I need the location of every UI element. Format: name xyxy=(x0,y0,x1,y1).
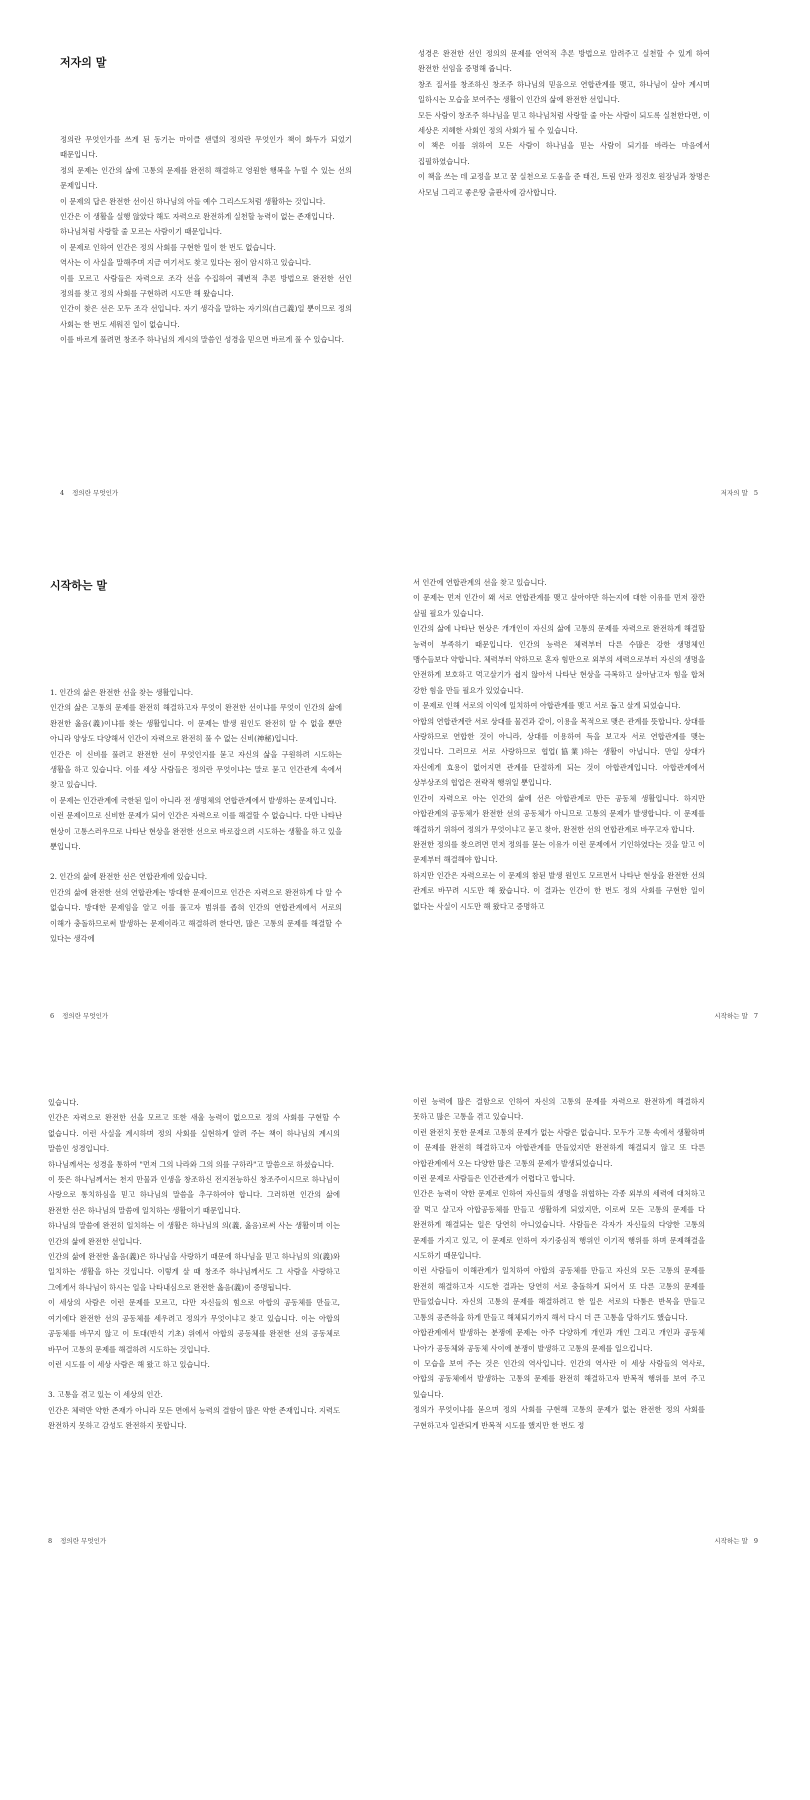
paragraph: 이를 모르고 사람들은 자력으로 조각 선을 수집하여 궤변적 추론 방법으로 완전한 선인 정의를 찾고 정의 사회를 구현하려 시도만 해 왔습니다. xyxy=(60,273,352,299)
paragraph: 정의가 무엇이냐를 묻으며 정의 사회를 구현해 고통의 문제가 없는 완전한 정의 사회를 구현하고자 일관되게 반복적 시도를 했지만 한 번도 정 xyxy=(413,1405,705,1430)
paragraph: 정의 문제는 인간의 삶에 고통의 문제를 완전히 해결하고 영원한 행복을 누릴 수 있는 선의 문제입니다. xyxy=(60,165,352,191)
running-title: 정의란 무엇인가 xyxy=(72,489,119,497)
page-footer xyxy=(714,1011,758,1020)
paragraph: 하나님처럼 사랑할 줄 모르는 사람이기 때문입니다. xyxy=(60,227,222,237)
paragraph: 이 뜻은 하나님께서는 천지 만물과 인생을 창조하신 전지전능하신 창조주이시므로 하나님이 사랑으로 통치하심을 믿고 하나님의 말씀을 추구하여야 합니다. 그러하면 인간의 삶에 완전한 선은 하나님의 말씀에 일치하는 생활이기 때문입니다. xyxy=(48,1175,340,1215)
paragraph: 창조 질서를 창조하신 창조주 하나님의 믿음으로 연합관계를 맺고, 하나님이 살아 계시며 일하시는 모습을 보여주는 생활이 인간의 삶에 완전한 선입니다. xyxy=(418,79,710,105)
running-title: 저자의 말 xyxy=(720,489,748,497)
paragraph: 완전한 정의를 찾으려면 먼저 정의를 묻는 이유가 이런 문제에서 기인하였다는 것을 알고 이 문제부터 해결해야 합니다. xyxy=(413,839,705,865)
paragraph: 모든 사람이 창조주 하나님을 믿고 하나님처럼 사랑할 줄 아는 사람이 되도록 실천한다면, 이 세상은 지혜한 사회인 정의 사회가 될 수 있습니다. xyxy=(418,110,710,136)
page-number: 4 xyxy=(60,489,65,497)
paragraph: 인간은 체력만 약한 존재가 아니라 모든 면에서 능력의 결함이 많은 약한 존재입니다. 지력도 완전하지 못하고 감성도 완전하지 못합니다. xyxy=(48,1405,340,1431)
paragraph: 성경은 완전한 선인 정의의 문제를 연역적 추론 방법으로 알려주고 실천할 수 있게 하여 완전한 선임을 증명해 줍니다. xyxy=(418,49,710,74)
paragraph: 인간은 능력이 약한 문제로 인하여 자신들의 생명을 위협하는 각종 외부의 세력에 대처하고 잘 먹고 살고자 아합공동체를 만들고 생활하게 되었지만, 이로써 모든 고통의 문제를 다 완전하게 해결되는 일은 당연히 아니었습니다. 사람들은 각자가 자신들의 다양한 고통의 문제를 가지고 있고, 이 문제로 인하여 자기중심적 행위인 이기적 행위를 하며 문제해결을 시도하기 때문입니다. xyxy=(413,1189,705,1261)
paragraph: 이 문제는 먼저 인간이 왜 서로 연합관계를 맺고 살아야만 하는지에 대한 이유를 먼저 잠깐 살필 필요가 있습니다. xyxy=(413,593,705,618)
running-title: 정의란 무엇인가 xyxy=(60,1537,107,1545)
paragraph: 하지만 인간은 자력으로는 이 문제의 참된 발생 원인도 모르면서 나타난 현상을 완전한 선의 관계로 바꾸려 시도만 해 왔습니다. 이 결과는 인간이 한 번도 정의 사회를 구현한 일이 없다는 사실이 시도만 해 왔다고 증명하고 xyxy=(413,870,705,911)
paragraph: 이런 시도를 이 세상 사람은 해 왔고 하고 있습니다. xyxy=(48,1359,210,1369)
paragraph: 아합의 연합관계란 서로 상대를 물건과 같이, 이용을 목적으로 맺은 관계를 뜻합니다. 상대를 사랑하므로 연합한 것이 아니라, 상대를 이용하여 득을 보고자 서로 연합관계를 맺는 것입니다. 그러므로 서로 사랑하므로 협업(協業)하는 생활이 아닙니다. 만일 상대가 자신에게 효용이 없어지면 관계를 단절하게 되는 것이 아합관계입니다. 아합관계에서 상부상조의 협업은 전략적 행위일 뿐입니다. xyxy=(413,716,705,788)
paragraph: 이를 바르게 풀려면 창조주 하나님의 계시의 말씀인 성경을 믿으면 바르게 풀 수 있습니다. xyxy=(60,335,344,345)
paragraph: 인간이 찾은 선은 모두 조각 선입니다. 자기 생각을 말하는 자기의(自己義)일 뿐이므로 정의 사회는 한 번도 세워진 일이 없습니다. xyxy=(60,304,352,329)
paragraph: 이런 문제이므로 신비한 문제가 되어 인간은 자력으로 이를 해결할 수 없습니다. 다만 나타난 현상이 고통스러우므로 나타난 현상을 완전한 선으로 바로잡으려 시도하는 생활을 하고 있을 뿐입니다. xyxy=(50,811,342,852)
paragraph: 있습니다. xyxy=(48,1098,79,1107)
page-number: 8 xyxy=(48,1537,53,1545)
page-footer xyxy=(60,488,118,497)
paragraph: 이 문제로 인하여 인간은 정의 사회를 구현한 일이 한 번도 없습니다. xyxy=(60,242,276,252)
paragraph: 인간은 이 생활을 실행 않았다 해도 자력으로 완전하게 실천할 능력이 없는 존재입니다. xyxy=(60,212,335,222)
paragraph: 이 모습을 보여 주는 것은 인간의 역사입니다. 인간의 역사란 이 세상 사람들의 역사로, 아합의 공동체에서 발생하는 고통의 문제를 완전히 해결하고자 반복적 행위를 보여 주고 있습니다. xyxy=(413,1358,705,1399)
page-number: 7 xyxy=(753,1012,758,1020)
page-heading: 저자의 말 xyxy=(60,56,107,69)
body-text xyxy=(413,1094,705,1433)
paragraph: 이런 사람들이 이해관계가 일치하여 아합의 공동체를 만들고 자신의 모든 고통의 문제를 완전히 해결하고자 시도한 결과는 당연히 서로 충돌하게 되어서 또 다른 고통의 문제를 만들었습니다. 자신의 고통의 문제를 해결하려고 한 일은 서로의 다툼은 반목을 만들고 고통의 공존하을 하게 만들고 해체되기까지 해서 다시 더 큰 고통을 당하기도 했습니다. xyxy=(413,1266,705,1322)
paragraph: 인간은 자력으로 완전한 선을 모르고 또한 새울 능력이 없으므로 정의 사회를 구현할 수 없습니다. 이런 사실을 계시하며 정의 사회를 실현하게 알려 주는 책이 하나님의 계시의 말씀인 성경입니다. xyxy=(48,1113,340,1154)
running-title: 시작하는 말 xyxy=(714,1012,748,1020)
paragraph: 인간의 삶은 고통의 문제를 완전히 해결하고자 무엇이 완전한 선이냐를 무엇이 인간의 삶에 완전한 옳음(義)이냐를 찾는 생활입니다. 이 문제는 발생 원인도 완전히 알 수 없을 뿐만 아니라 양상도 다양해서 인간이 자력으로 완전히 풀 수 없는 신비(神秘)입니다. xyxy=(50,703,342,744)
section-heading: 2. 인간의 삶에 완전한 선은 연합관계에 있습니다. xyxy=(50,872,208,882)
paragraph: 이 세상의 사람은 이런 문제를 모르고, 다만 자신들의 힘으로 아합의 공동체를 만들고, 여기에다 완전한 선의 공동체를 세우려고 정의가 무엇이냐고 찾고 있습니다. 이는 아합의 공동체를 바꾸지 않고 이 토대(반석 기초) 위에서 아합의 공동체를 완전한 선의 공동체로 바꾸어 고통의 문제를 해결하려 시도하는 것입니다. xyxy=(48,1298,340,1354)
page-footer xyxy=(721,488,758,497)
body-text xyxy=(48,1095,340,1434)
body-text xyxy=(50,685,342,947)
paragraph: 이런 능력에 많은 결함으로 인하여 자신의 고통의 문제를 자력으로 완전하게 해결하지 못하고 많은 고통을 겪고 있습니다. xyxy=(413,1097,705,1122)
body-text xyxy=(60,132,352,348)
paragraph: 인간이 자력으로 아는 인간의 삶에 선은 아합관계로 만든 공동체 생활입니다. 하지만 아합관계의 공동체가 완전한 선의 공동체가 아니므로 고통의 문제가 발생합니다. 이 문제를 해결하기 위하여 정의가 무엇이냐고 묻고 찾아, 완전한 선의 연합관계로 바꾸고자 합니다. xyxy=(413,793,705,834)
page-footer xyxy=(50,1011,108,1020)
running-title: 정의란 무엇인가 xyxy=(62,1012,109,1020)
paragraph: 역사는 이 사실을 말해주며 지금 여기서도 찾고 있다는 점이 암시하고 있습니다. xyxy=(60,258,312,268)
paragraph: 인간의 삶에 완전한 옳음(義)은 하나님을 사랑하기 때문에 하나님을 믿고 하나님의 의(義)와 일치하는 생활을 하는 것입니다. 이렇게 살 때 창조주 하나님께서도 그 사람을 사랑하고 그에게서 하나님이 하시는 일을 나타내심으로 완전한 옳음(義)이 증명됩니다. xyxy=(48,1252,340,1292)
page-4 xyxy=(0,0,405,600)
paragraph: 인간의 삶에 나타난 현상은 개개인이 자신의 삶에 고통의 문제를 자력으로 완전하게 해결할 능력이 부족하기 때문입니다. 인간의 능력은 체력부터 다른 수많은 강한 생명체인 맹수들보다 약합니다. 체력부터 약하므로 혼자 힘만으로 외부의 세력으로부터 자신의 생명을 안전하게 보호하고 먹고살기가 쉽지 않아서 나타난 현상을 극복하고 살아남고자 힘을 합쳐 강한 힘을 만들 필요가 있었습니다. xyxy=(413,624,705,695)
paragraph: 이런 완전치 못한 문제로 고통의 문제가 없는 사람은 없습니다. 모두가 고통 속에서 생활하며 이 문제를 완전히 해결하고자 아합관계를 만들었지만 완전하게 해결되지 않고 또 다른 아합관계에서 오는 다양한 많은 고통의 문제가 발생되었습니다. xyxy=(413,1127,705,1168)
page-8 xyxy=(0,1098,405,1800)
paragraph: 이 문제로 인해 서로의 이익에 일치하여 아합관계를 맺고 서로 돕고 살게 되었습니다. xyxy=(413,701,681,711)
paragraph: 아합관계에서 발생하는 분쟁에 문제는 아주 다양하게 개인과 개인 그리고 개인과 공동체 나아가 공동체와 공동체 사이에 분쟁이 발생하고 고통의 문제를 일으킵니다. xyxy=(413,1328,705,1353)
paragraph: 이 문제는 인간관계에 국한된 일이 아니라 전 생명체의 연합관계에서 발생하는 문제입니다. xyxy=(50,795,337,805)
running-title: 시작하는 말 xyxy=(714,1537,748,1545)
page-number: 6 xyxy=(50,1012,55,1020)
body-text xyxy=(418,46,710,200)
section-heading: 3. 고통을 겪고 있는 이 세상의 인간. xyxy=(48,1390,163,1400)
spread-1 xyxy=(0,0,810,600)
paragraph: 하나님께서는 성경을 통하여 "먼저 그의 나라와 그의 의를 구하라"고 말씀으로 하셨습니다. xyxy=(48,1159,334,1169)
paragraph: 하나님의 말씀에 완전히 일치하는 이 생활은 하나님의 의(義, 옳음)로써 사는 생활이며 이는 인간의 삶에 완전한 선입니다. xyxy=(48,1221,340,1246)
spread-3 xyxy=(0,1097,810,1800)
section-heading: 1. 인간의 삶은 완전한 선을 찾는 생활입니다. xyxy=(50,688,194,697)
paragraph: 인간의 삶에 완전한 선의 연합관계는 방대한 문제이므로 인간은 자력으로 완전하게 다 알 수 없습니다. 방대한 문제임을 알고 이를 풀고자 범위를 좁혀 인간의 연합관계에서 서로의 이해가 충돌하므로써 발생하는 문제이라고 해결하려 한다면, 많은 고통의 문제를 해결할 수 있다는 생각에 xyxy=(50,887,342,944)
body-text xyxy=(413,575,705,914)
paragraph: 이 책은 이를 위하여 모든 사람이 하나님을 믿는 사람이 되기를 바라는 마음에서 집필하였습니다. xyxy=(418,141,710,166)
page-5 xyxy=(405,0,810,600)
paragraph: 이 문제의 답은 완전한 선이신 하나님의 아들 예수 그리스도처럼 생활하는 것입니다. xyxy=(60,196,326,206)
page-number: 5 xyxy=(753,489,758,497)
paragraph: 정의란 무엇인가를 쓰게 된 동기는 마이클 샌델의 정의란 무엇인가 책이 화두가 되었기 때문입니다. xyxy=(60,135,352,160)
paragraph: 이 책을 쓰는 데 교정을 보고 꿈 실천으로 도움을 준 태진, 트림 안과 정진호 원장님과 창명은 사모님 그리고 좋은땅 출판사에 감사합니다. xyxy=(418,172,710,197)
page-footer xyxy=(714,1536,758,1545)
page-9 xyxy=(405,1097,810,1800)
page-footer xyxy=(48,1536,106,1545)
paragraph: 서 인간에 연합관계의 선을 찾고 있습니다. xyxy=(413,578,547,587)
paragraph: 이런 문제로 사람들은 인간관계가 어렵다고 합니다. xyxy=(413,1174,575,1184)
page-number: 9 xyxy=(753,1537,758,1545)
paragraph: 인간은 이 신비를 풀려고 완전한 선이 무엇인지를 묻고 자신의 삶을 구원하려 시도하는 생활을 하고 있습니다. 이를 세상 사람들은 정의란 무엇이냐는 말로 묻고 인간관계 속에서 찾고 있습니다. xyxy=(50,749,342,790)
page-heading: 시작하는 말 xyxy=(50,579,107,592)
